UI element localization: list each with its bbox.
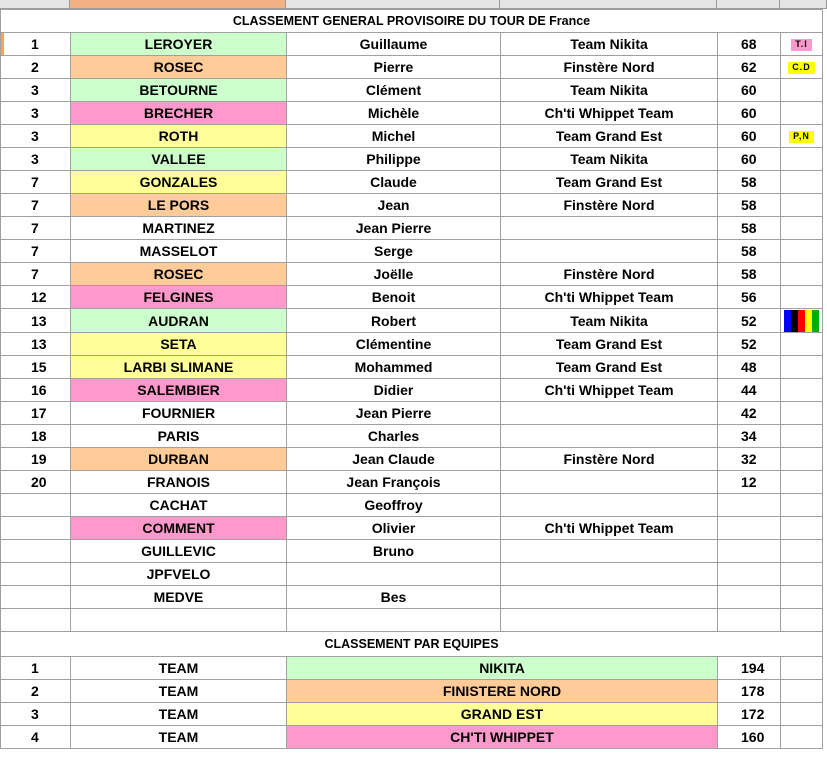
rider-rank-cell[interactable]: 12 (1, 286, 71, 309)
rider-row (1, 356, 823, 379)
rider-row (1, 194, 823, 217)
team-row (1, 703, 823, 726)
rider-firstname-cell[interactable]: Olivier (287, 517, 501, 540)
team-row (1, 726, 823, 749)
team-name-cell[interactable]: NIKITA (287, 657, 718, 680)
rider-firstname-cell[interactable]: Michèle (287, 102, 501, 125)
column-header-strip[interactable] (0, 0, 827, 9)
rider-firstname-cell[interactable]: Didier (287, 379, 501, 402)
rider-team-cell[interactable]: Team Nikita (501, 148, 718, 171)
empty-row (1, 609, 823, 632)
rider-points-cell[interactable]: 48 (718, 356, 781, 379)
rider-points-cell[interactable]: 12 (718, 471, 781, 494)
rider-distinction-cell[interactable] (781, 379, 823, 402)
rider-firstname-cell[interactable]: Pierre (287, 56, 501, 79)
team-points-cell[interactable]: 172 (718, 703, 781, 726)
team-rank-cell[interactable]: 4 (1, 726, 71, 749)
rider-distinction-cell[interactable] (781, 33, 823, 56)
rider-team-cell[interactable] (501, 586, 718, 609)
rider-firstname-cell[interactable]: Bes (287, 586, 501, 609)
rider-lastname-cell[interactable]: JPFVELO (71, 563, 287, 586)
multicolor-jersey-icon (783, 310, 820, 332)
rider-distinction-cell[interactable] (781, 540, 823, 563)
empty-cell[interactable] (1, 609, 71, 632)
rider-firstname-cell[interactable]: Charles (287, 425, 501, 448)
team-extra-cell[interactable] (781, 657, 823, 680)
rider-distinction-cell[interactable] (781, 217, 823, 240)
rider-points-cell[interactable]: 60 (718, 102, 781, 125)
rider-row (1, 563, 823, 586)
rider-distinction-cell[interactable] (781, 148, 823, 171)
rider-row (1, 448, 823, 471)
rider-distinction-cell[interactable] (781, 309, 823, 333)
rider-team-cell[interactable]: Finstère Nord (501, 56, 718, 79)
column-header-b[interactable] (70, 0, 286, 8)
rider-firstname-cell[interactable]: Jean Pierre (287, 402, 501, 425)
team-ranking-title[interactable]: CLASSEMENT PAR EQUIPES (1, 632, 823, 657)
rider-points-cell[interactable]: 42 (718, 402, 781, 425)
rider-firstname-cell[interactable]: Geoffroy (287, 494, 501, 517)
rider-row (1, 586, 823, 609)
rider-row (1, 33, 823, 56)
rider-lastname-cell[interactable]: SALEMBIER (71, 379, 287, 402)
rider-firstname-cell[interactable]: Jean (287, 194, 501, 217)
rider-distinction-cell[interactable] (781, 56, 823, 79)
rider-firstname-cell[interactable]: Jean François (287, 471, 501, 494)
rider-rank-cell[interactable]: 7 (1, 194, 71, 217)
rider-rank-cell[interactable]: 3 (1, 125, 71, 148)
rider-rank-cell[interactable]: 3 (1, 148, 71, 171)
jersey-badge-pn: P,N (789, 131, 814, 143)
rider-rank-cell[interactable]: 17 (1, 402, 71, 425)
rider-rank-cell[interactable]: 7 (1, 217, 71, 240)
rider-rank-cell[interactable]: 2 (1, 56, 71, 79)
rider-rank-cell[interactable]: 15 (1, 356, 71, 379)
rider-team-cell[interactable]: Finstère Nord (501, 263, 718, 286)
rider-team-cell[interactable] (501, 540, 718, 563)
column-header-c[interactable] (286, 0, 500, 8)
rider-points-cell[interactable]: 60 (718, 79, 781, 102)
rider-row (1, 402, 823, 425)
rider-rank-cell[interactable] (1, 540, 71, 563)
rider-points-cell[interactable]: 52 (718, 309, 781, 333)
rider-rank-cell[interactable]: 3 (1, 102, 71, 125)
rider-row (1, 309, 823, 333)
team-rank-cell[interactable]: 2 (1, 680, 71, 703)
rider-firstname-cell[interactable]: Claude (287, 171, 501, 194)
rider-points-cell[interactable]: 44 (718, 379, 781, 402)
team-row (1, 680, 823, 703)
empty-cell[interactable] (718, 609, 781, 632)
team-label-cell[interactable]: TEAM (71, 703, 287, 726)
rider-rank-cell[interactable]: 3 (1, 79, 71, 102)
rider-lastname-cell[interactable]: PARIS (71, 425, 287, 448)
column-header-e[interactable] (717, 0, 780, 8)
team-label-cell[interactable]: TEAM (71, 657, 287, 680)
rider-points-cell[interactable] (718, 540, 781, 563)
rider-distinction-cell[interactable] (781, 263, 823, 286)
rider-team-cell[interactable]: Ch'ti Whippet Team (501, 517, 718, 540)
rider-points-cell[interactable]: 32 (718, 448, 781, 471)
column-header-a[interactable] (0, 0, 70, 8)
rider-firstname-cell[interactable]: Benoit (287, 286, 501, 309)
rider-distinction-cell[interactable] (781, 494, 823, 517)
rider-team-cell[interactable] (501, 240, 718, 263)
rider-lastname-cell[interactable]: COMMENT (71, 517, 287, 540)
team-points-cell[interactable]: 160 (718, 726, 781, 749)
rider-row (1, 425, 823, 448)
rider-points-cell[interactable]: 62 (718, 56, 781, 79)
rider-rank-cell[interactable]: 16 (1, 379, 71, 402)
rider-points-cell[interactable]: 56 (718, 286, 781, 309)
rider-row (1, 148, 823, 171)
rider-team-cell[interactable]: Ch'ti Whippet Team (501, 379, 718, 402)
rider-points-cell[interactable]: 58 (718, 240, 781, 263)
rider-team-cell[interactable]: Ch'ti Whippet Team (501, 102, 718, 125)
rider-firstname-cell[interactable]: Serge (287, 240, 501, 263)
rider-points-cell[interactable] (718, 563, 781, 586)
rider-distinction-cell[interactable] (781, 425, 823, 448)
empty-cell[interactable] (781, 609, 823, 632)
rider-team-cell[interactable]: Team Nikita (501, 309, 718, 333)
rider-firstname-cell[interactable]: Clémentine (287, 333, 501, 356)
rider-lastname-cell[interactable]: CACHAT (71, 494, 287, 517)
rider-lastname-cell[interactable]: BRECHER (71, 102, 287, 125)
rider-lastname-cell[interactable]: FOURNIER (71, 402, 287, 425)
rider-points-cell[interactable]: 58 (718, 194, 781, 217)
rider-distinction-cell[interactable] (781, 448, 823, 471)
team-name-cell[interactable]: GRAND EST (287, 703, 718, 726)
rider-team-cell[interactable]: Finstère Nord (501, 448, 718, 471)
rider-points-cell[interactable] (718, 517, 781, 540)
rider-team-cell[interactable] (501, 563, 718, 586)
rider-distinction-cell[interactable] (781, 194, 823, 217)
rider-lastname-cell[interactable]: FRANOIS (71, 471, 287, 494)
rider-team-cell[interactable]: Team Nikita (501, 33, 718, 56)
rider-distinction-cell[interactable] (781, 356, 823, 379)
rider-firstname-cell[interactable]: Jean Pierre (287, 217, 501, 240)
rider-points-cell[interactable]: 34 (718, 425, 781, 448)
rider-lastname-cell[interactable]: ROSEC (71, 56, 287, 79)
rider-lastname-cell[interactable]: LE PORS (71, 194, 287, 217)
rider-row (1, 471, 823, 494)
rider-rank-cell[interactable]: 7 (1, 171, 71, 194)
title-row-teams (1, 632, 823, 657)
rider-lastname-cell[interactable]: LARBI SLIMANE (71, 356, 287, 379)
rider-firstname-cell[interactable] (287, 563, 501, 586)
rider-row (1, 102, 823, 125)
rider-row (1, 171, 823, 194)
rider-firstname-cell[interactable]: Robert (287, 309, 501, 333)
rider-distinction-cell[interactable] (781, 286, 823, 309)
jersey-badge-ti: T.I (791, 39, 812, 51)
rider-rank-cell[interactable]: 18 (1, 425, 71, 448)
rider-rank-cell[interactable]: 1 (1, 33, 71, 56)
rider-lastname-cell[interactable]: LEROYER (71, 33, 287, 56)
rider-rank-cell[interactable] (1, 517, 71, 540)
rider-team-cell[interactable]: Ch'ti Whippet Team (501, 286, 718, 309)
team-label-cell[interactable]: TEAM (71, 680, 287, 703)
empty-cell[interactable] (71, 609, 287, 632)
rider-row (1, 286, 823, 309)
team-points-cell[interactable]: 178 (718, 680, 781, 703)
rider-row (1, 56, 823, 79)
team-rank-cell[interactable]: 3 (1, 703, 71, 726)
rider-firstname-cell[interactable]: Mohammed (287, 356, 501, 379)
rider-rank-cell[interactable] (1, 586, 71, 609)
team-label-cell[interactable]: TEAM (71, 726, 287, 749)
rider-team-cell[interactable] (501, 217, 718, 240)
rider-rank-cell[interactable]: 7 (1, 240, 71, 263)
rider-points-cell[interactable] (718, 494, 781, 517)
rider-points-cell[interactable]: 58 (718, 263, 781, 286)
rider-firstname-cell[interactable]: Jean Claude (287, 448, 501, 471)
rider-team-cell[interactable]: Finstère Nord (501, 194, 718, 217)
rider-lastname-cell[interactable]: MEDVE (71, 586, 287, 609)
rider-lastname-cell[interactable]: FELGINES (71, 286, 287, 309)
rider-points-cell[interactable]: 58 (718, 217, 781, 240)
rider-lastname-cell[interactable]: GONZALES (71, 171, 287, 194)
rider-firstname-cell[interactable]: Philippe (287, 148, 501, 171)
title-row-general (1, 10, 823, 33)
team-name-cell[interactable]: CH'TI WHIPPET (287, 726, 718, 749)
team-extra-cell[interactable] (781, 703, 823, 726)
general-ranking-title[interactable]: CLASSEMENT GENERAL PROVISOIRE DU TOUR DE France (1, 10, 823, 33)
rider-points-cell[interactable]: 60 (718, 125, 781, 148)
rider-distinction-cell[interactable] (781, 402, 823, 425)
team-extra-cell[interactable] (781, 726, 823, 749)
rider-team-cell[interactable] (501, 425, 718, 448)
rider-lastname-cell[interactable]: SETA (71, 333, 287, 356)
rider-lastname-cell[interactable]: DURBAN (71, 448, 287, 471)
rider-row (1, 263, 823, 286)
rider-points-cell[interactable]: 68 (718, 33, 781, 56)
rider-distinction-cell[interactable] (781, 471, 823, 494)
rider-row (1, 79, 823, 102)
rider-row (1, 240, 823, 263)
rider-row (1, 517, 823, 540)
rider-row (1, 333, 823, 356)
rider-distinction-cell[interactable] (781, 102, 823, 125)
team-points-cell[interactable]: 194 (718, 657, 781, 680)
team-extra-cell[interactable] (781, 680, 823, 703)
rider-distinction-cell[interactable] (781, 240, 823, 263)
empty-cell[interactable] (287, 609, 501, 632)
jersey-badge-cd: C.D (788, 62, 815, 74)
rider-firstname-cell[interactable]: Michel (287, 125, 501, 148)
team-rank-cell[interactable]: 1 (1, 657, 71, 680)
rider-team-cell[interactable]: Team Nikita (501, 79, 718, 102)
rider-rank-cell[interactable]: 13 (1, 309, 71, 333)
rider-team-cell[interactable]: Team Grand Est (501, 125, 718, 148)
rider-row (1, 494, 823, 517)
rider-row (1, 125, 823, 148)
rider-distinction-cell[interactable] (781, 517, 823, 540)
rider-team-cell[interactable]: Team Grand Est (501, 171, 718, 194)
rider-team-cell[interactable] (501, 494, 718, 517)
rider-firstname-cell[interactable]: Joëlle (287, 263, 501, 286)
rider-rank-cell[interactable]: 19 (1, 448, 71, 471)
rider-row (1, 217, 823, 240)
rider-lastname-cell[interactable]: VALLEE (71, 148, 287, 171)
rider-rank-cell[interactable]: 13 (1, 333, 71, 356)
rider-rank-cell[interactable] (1, 563, 71, 586)
empty-cell[interactable] (501, 609, 718, 632)
rider-points-cell[interactable] (718, 586, 781, 609)
rider-firstname-cell[interactable]: Clément (287, 79, 501, 102)
rider-distinction-cell[interactable] (781, 563, 823, 586)
rider-lastname-cell[interactable]: MARTINEZ (71, 217, 287, 240)
rider-team-cell[interactable] (501, 402, 718, 425)
rider-team-cell[interactable] (501, 471, 718, 494)
rider-row (1, 379, 823, 402)
rider-distinction-cell[interactable] (781, 125, 823, 148)
ranking-grid (0, 9, 823, 749)
rider-lastname-cell[interactable]: GUILLEVIC (71, 540, 287, 563)
rider-distinction-cell[interactable] (781, 586, 823, 609)
rider-rank-cell[interactable] (1, 494, 71, 517)
rider-firstname-cell[interactable]: Guillaume (287, 33, 501, 56)
rider-distinction-cell[interactable] (781, 79, 823, 102)
rider-lastname-cell[interactable]: MASSELOT (71, 240, 287, 263)
column-header-f[interactable] (780, 0, 827, 8)
rider-points-cell[interactable]: 52 (718, 333, 781, 356)
rider-points-cell[interactable]: 58 (718, 171, 781, 194)
rider-team-cell[interactable]: Team Grand Est (501, 333, 718, 356)
rider-team-cell[interactable]: Team Grand Est (501, 356, 718, 379)
rider-rank-cell[interactable]: 20 (1, 471, 71, 494)
rider-lastname-cell[interactable]: AUDRAN (71, 309, 287, 333)
rider-lastname-cell[interactable]: ROTH (71, 125, 287, 148)
rider-firstname-cell[interactable]: Bruno (287, 540, 501, 563)
team-row (1, 657, 823, 680)
rider-points-cell[interactable]: 60 (718, 148, 781, 171)
column-header-d[interactable] (500, 0, 717, 8)
rider-row (1, 540, 823, 563)
rider-distinction-cell[interactable] (781, 333, 823, 356)
rider-lastname-cell[interactable]: BETOURNE (71, 79, 287, 102)
rider-rank-cell[interactable]: 7 (1, 263, 71, 286)
team-name-cell[interactable]: FINISTERE NORD (287, 680, 718, 703)
rider-distinction-cell[interactable] (781, 171, 823, 194)
rider-lastname-cell[interactable]: ROSEC (71, 263, 287, 286)
